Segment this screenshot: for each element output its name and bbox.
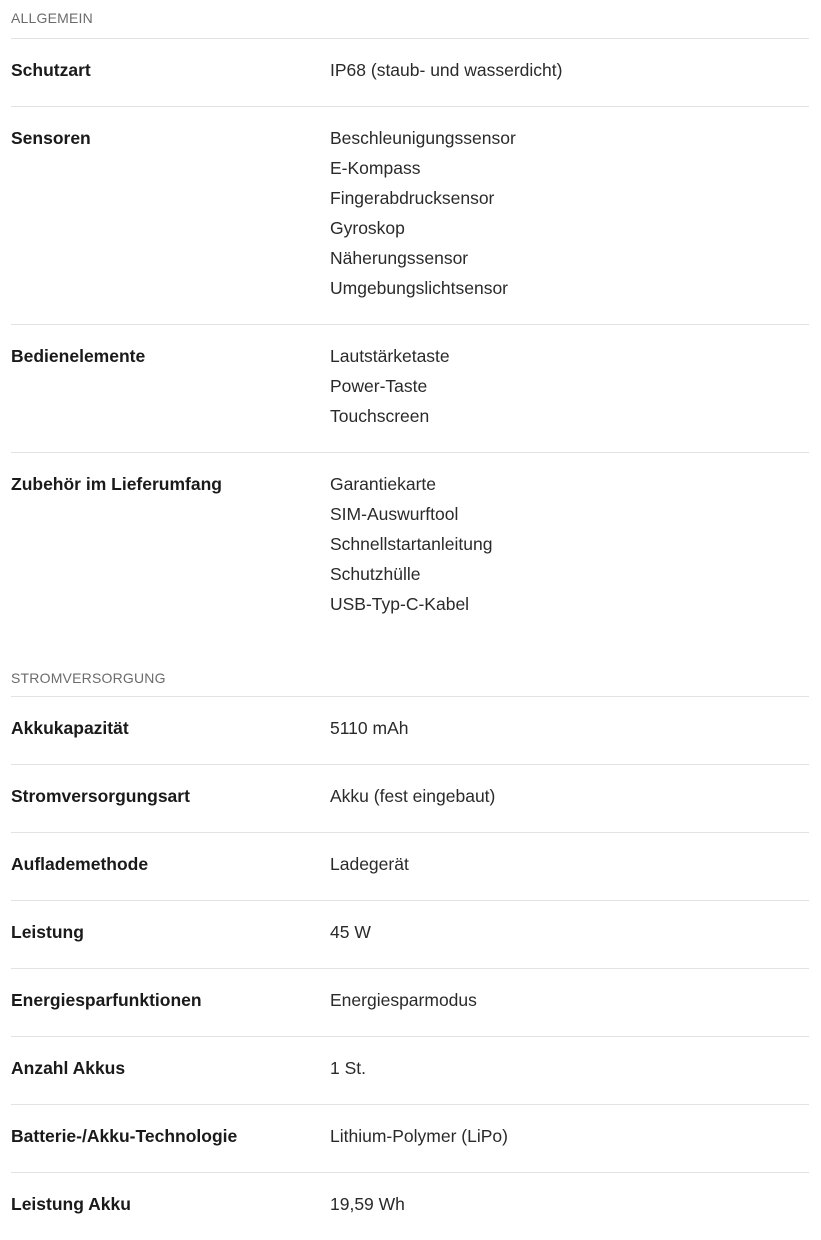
spec-label: Leistung Akku: [11, 1194, 131, 1214]
spec-row-energiesparfunktionen: [11, 969, 809, 1037]
spec-values: [330, 853, 809, 883]
spec-value: Energiesparmodus: [330, 990, 477, 1010]
spec-row-sensoren: [11, 107, 809, 325]
spec-label: Auflademethode: [11, 854, 149, 874]
spec-label: Anzahl Akkus: [11, 1058, 126, 1078]
spec-value: Gyroskop: [330, 218, 405, 238]
spec-row-anzahl-akkus: [11, 1037, 809, 1105]
spec-values: [330, 1125, 809, 1155]
spec-row-akkukapazitaet: [11, 697, 809, 765]
spec-label: Schutzart: [11, 60, 91, 80]
spec-values: [330, 473, 809, 623]
spec-values: [330, 345, 809, 435]
spec-values: [330, 717, 809, 747]
section-spacer: [0, 640, 821, 659]
section-title: ALLGEMEIN: [11, 0, 809, 39]
spec-value: USB-Typ-C-Kabel: [330, 594, 470, 614]
spec-value: Lautstärketaste: [330, 346, 450, 366]
section-stromversorgung: [11, 659, 809, 1240]
spec-value: 19,59 Wh: [330, 1194, 405, 1214]
spec-row-leistung-akku: [11, 1173, 809, 1240]
spec-values: [330, 1193, 809, 1223]
spec-value: E-Kompass: [330, 158, 421, 178]
section-allgemein: [11, 0, 809, 640]
spec-values: [330, 59, 809, 89]
spec-value: 45 W: [330, 922, 371, 942]
spec-value: SIM-Auswurftool: [330, 504, 459, 524]
spec-value: Lithium-Polymer (LiPo): [330, 1126, 508, 1146]
spec-values: [330, 127, 809, 307]
spec-value: Akku (fest eingebaut): [330, 786, 496, 806]
section-title: STROMVERSORGUNG: [11, 659, 809, 697]
spec-row-akku-technologie: [11, 1105, 809, 1173]
spec-value: Umgebungslichtsensor: [330, 278, 509, 298]
spec-value: Touchscreen: [330, 406, 430, 426]
spec-label: Sensoren: [11, 128, 91, 148]
spec-value: Schutzhülle: [330, 564, 421, 584]
spec-value: Fingerabdrucksensor: [330, 188, 495, 208]
spec-value: Näherungssensor: [330, 248, 469, 268]
spec-values: [330, 785, 809, 815]
spec-label: Leistung: [11, 922, 84, 942]
spec-value: IP68 (staub- und wasserdicht): [330, 60, 563, 80]
spec-value: Beschleunigungssensor: [330, 128, 516, 148]
spec-row-auflademethode: [11, 833, 809, 901]
spec-row-schutzart: [11, 39, 809, 107]
spec-value: Ladegerät: [330, 854, 409, 874]
spec-values: [330, 1057, 809, 1087]
spec-label: Batterie-/Akku-Technologie: [11, 1126, 238, 1146]
spec-value: 1 St.: [330, 1058, 366, 1078]
spec-value: Schnellstartanleitung: [330, 534, 493, 554]
spec-row-zubehoer: [11, 453, 809, 640]
spec-label: Akkukapazität: [11, 718, 129, 738]
spec-row-leistung: [11, 901, 809, 969]
spec-label: Bedienelemente: [11, 346, 146, 366]
spec-value: Power-Taste: [330, 376, 428, 396]
spec-label: Energiesparfunktionen: [11, 990, 202, 1010]
spec-row-stromversorgungsart: [11, 765, 809, 833]
spec-label: Stromversorgungsart: [11, 786, 190, 806]
spec-values: [330, 921, 809, 951]
spec-label: Zubehör im Lieferumfang: [11, 474, 222, 494]
spec-value: Garantiekarte: [330, 474, 437, 494]
spec-values: [330, 989, 809, 1019]
spec-value: 5110 mAh: [330, 718, 409, 738]
spec-row-bedienelemente: [11, 325, 809, 453]
